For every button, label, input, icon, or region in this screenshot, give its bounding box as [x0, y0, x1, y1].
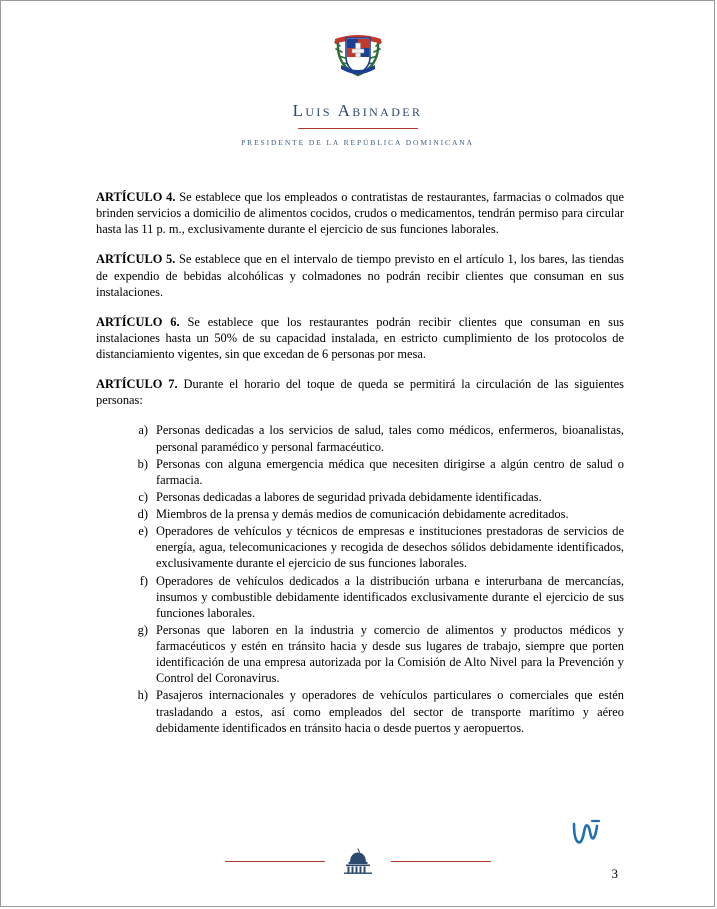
list-item	[134, 573, 624, 621]
list-item-text: Personas dedicadas a los servicios de salud, tales como médicos, enfermeros, bioanalistas, personal paramédico y personal farmacéutico.	[156, 423, 624, 454]
footer-divider-right	[391, 861, 491, 862]
list-item-marker: c)	[138, 489, 148, 504]
permitted-persons-list	[96, 422, 624, 735]
article-label: ARTÍCULO 7.	[96, 377, 178, 392]
list-item-marker: a)	[138, 423, 148, 438]
article-text: Se establece que los empleados o contratistas de restaurantes, farmacias o colmados que brinden servicios a domicilio de alimentos cocidos, crudos o medicamentos, tendrán permiso para circular hasta las 11 p. m., exclusivamente durante el ejercicio de sus funciones laborales.	[96, 190, 624, 237]
article-paragraph	[96, 376, 624, 408]
list-item-text: Operadores de vehículos dedicados a la distribución urbana e interurbana de mercancías, insumos y combustible debidamente identificados exclusivamente durante el ejercicio de sus funciones laborales.	[156, 573, 624, 620]
article-label: ARTÍCULO 4.	[96, 190, 176, 204]
list-item-text: Personas que laboren en la industria y comercio de alimentos y productos médicos y farmacéuticos y estén en tránsito hacia y desde sus lugares de trabajo, siempre que porten identificación de una empresa autorizada por la Comisión de Alto Nivel para la Prevención y Control del Coronavirus.	[156, 622, 624, 686]
list-item-marker: b)	[137, 456, 148, 471]
list-item-marker: d)	[137, 507, 148, 521]
document-body	[96, 189, 624, 736]
article-label: ARTÍCULO 6.	[96, 314, 180, 329]
list-item	[134, 506, 624, 522]
letterhead	[1, 1, 714, 147]
list-item-text: Pasajeros internacionales y operadores de vehículos particulares o comerciales que estén trasladando a estos, así como empleados del sector de transporte marítimo y aéreo debidamente identificados en tránsito hacia o desde puertos y aeropuertos.	[156, 688, 624, 735]
coat-of-arms-icon	[327, 19, 389, 81]
page-number: 3	[611, 866, 618, 881]
president-name: Luis Abinader	[292, 101, 423, 120]
list-item-text: Personas dedicadas a labores de seguridad privada debidamente identificadas.	[156, 489, 542, 504]
article-label: ARTÍCULO 5.	[96, 252, 176, 267]
letterhead-divider	[298, 128, 418, 129]
page-footer	[1, 836, 714, 892]
list-item-text: Personas con alguna emergencia médica que necesiten dirigirse a algún centro de salud o farmacia.	[156, 456, 624, 487]
president-title: PRESIDENTE DE LA REPÚBLICA DOMINICANA	[241, 138, 474, 147]
footer-ornament	[1, 848, 714, 874]
list-item	[134, 422, 624, 454]
footer-divider-left	[225, 861, 325, 862]
list-item	[134, 489, 624, 505]
list-item-text: Miembros de la prensa y demás medios de comunicación debidamente acreditados.	[156, 507, 569, 521]
article-text: Se establece que los restaurantes podrán recibir clientes que consuman en sus instalaciones hasta un 50% de su capacidad instalada, en estricto cumplimiento de los protocolos de distanciamiento vigentes, sin que excedan de 6 personas por mesa.	[96, 314, 624, 361]
list-item-marker: f)	[139, 573, 148, 588]
list-item	[134, 687, 624, 735]
list-item	[134, 456, 624, 488]
list-item-text: Operadores de vehículos y técnicos de empresas e instituciones prestadoras de servicios de energía, agua, telecomunicaciones y recogida de desechos sólidos debidamente identificados, exclusivamente durante el ejercicio de sus funciones laborales.	[156, 524, 624, 571]
national-palace-dome-icon	[341, 848, 375, 874]
list-item-marker: g)	[137, 622, 148, 637]
article-text: Se establece que en el intervalo de tiempo previsto en el artículo 1, los bares, las tiendas de expendio de bebidas alcohólicas y colmadones no podrán recibir clientes que consuman en sus instalaciones.	[96, 252, 624, 299]
article-paragraph	[96, 251, 624, 299]
list-item-marker: h)	[137, 688, 148, 703]
article-text: Durante el horario del toque de queda se permitirá la circulación de las siguientes personas:	[96, 377, 624, 408]
list-item	[134, 523, 624, 571]
list-item	[134, 622, 624, 687]
article-paragraph	[96, 314, 624, 362]
list-item-marker: e)	[138, 524, 148, 539]
article-paragraph	[96, 189, 624, 237]
